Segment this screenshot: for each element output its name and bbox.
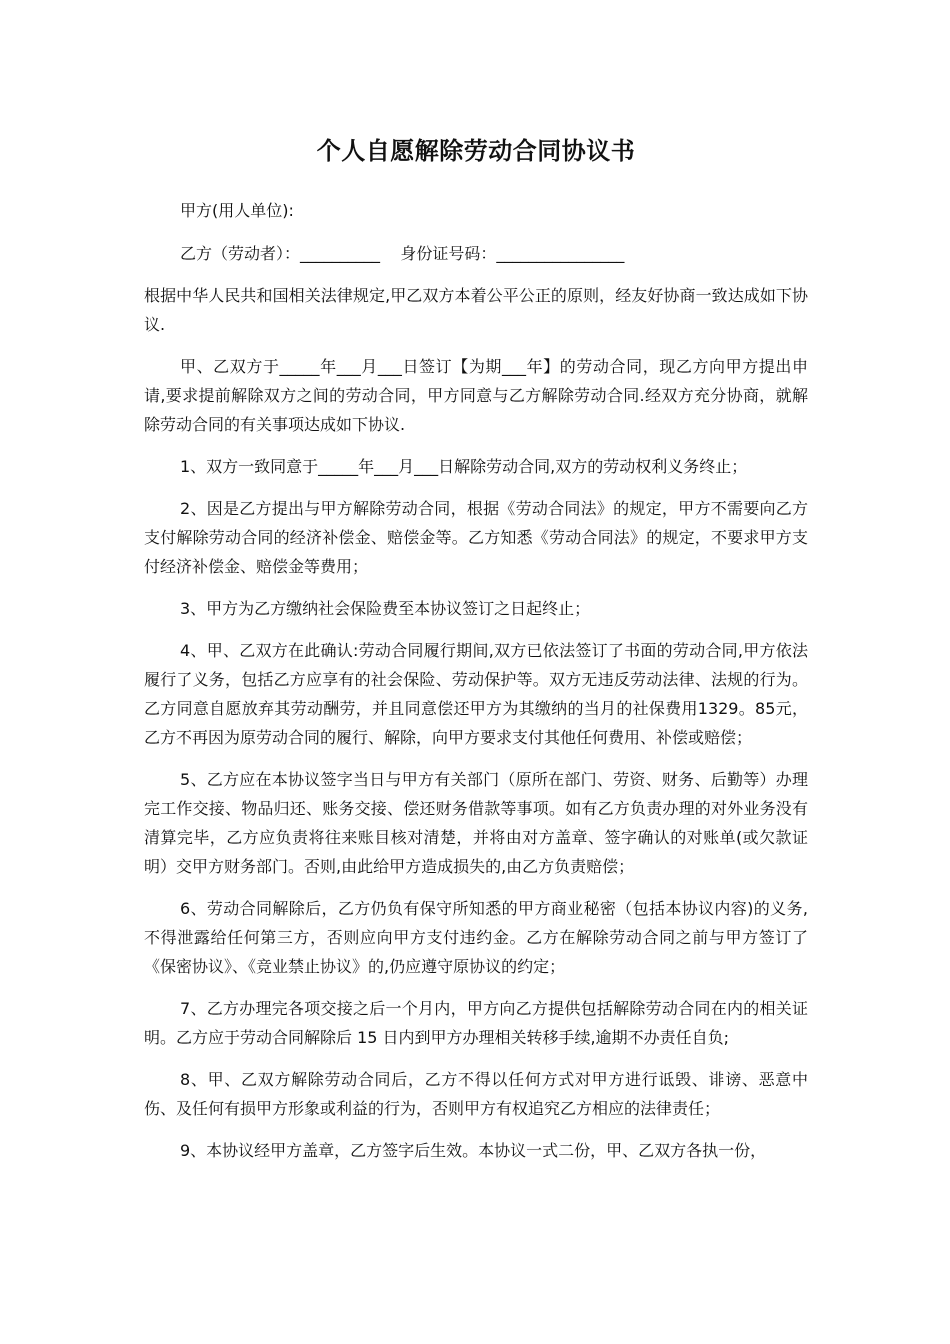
document-title: 个人自愿解除劳动合同协议书: [316, 137, 636, 165]
clause-9: 9、本协议经甲方盖章，乙方签字后生效。本协议一式二份，甲、乙双方各执一份，: [180, 1141, 767, 1160]
clause-2: 2、因是乙方提出与甲方解除劳动合同，根据《劳动合同法》的规定，甲方不需要向乙方支付解除劳动合同的经济补偿金、赔偿金等。乙方知悉《劳动合同法》的规定，不要求甲方支付经济补偿金、赔偿金等费用；: [144, 499, 808, 576]
clause-4: 4、甲、乙双方在此确认:劳动合同履行期间,双方已依法签订了书面的劳动合同,甲方依法履行了义务，包括乙方应享有的社会保险、劳动保护等。双方无违反劳动法律、法规的行为。乙方同意自愿放弃其劳动酬劳，并且同意偿还甲方为其缴纳的当月的社保费用1329。85元，乙方不再因为原劳动合同的履行、解除，向甲方要求支付其他任何费用、补偿或赔偿；: [144, 641, 808, 747]
clause-1: 1、双方一致同意于_____年___月___日解除劳动合同,双方的劳动权利义务终止；: [180, 457, 748, 476]
clause-7: 7、乙方办理完各项交接之后一个月内，甲方向乙方提供包括解除劳动合同在内的相关证明。乙方应于劳动合同解除后 15 日内到甲方办理相关转移手续,逾期不办责任自负;: [144, 999, 808, 1047]
party-a-line: 甲方(用人单位):: [180, 201, 294, 220]
clause-8: 8、甲、乙双方解除劳动合同后，乙方不得以任何方式对甲方进行诋毁、诽谤、恶意中伤、及任何有损甲方形象或利益的行为，否则甲方有权追究乙方相应的法律责任；: [144, 1070, 808, 1118]
clause-5: 5、乙方应在本协议签字当日与甲方有关部门（原所在部门、劳资、财务、后勤等）办理完工作交接、物品归还、账务交接、偿还财务借款等事项。如有乙方负责办理的对外业务没有清算完毕，乙方应负责将往来账目核对清楚，并将由对方盖章、签字确认的对账单(或欠款证明）交甲方财务部门。否则,由此给甲方造成损失的,由乙方负责赔偿；: [144, 770, 808, 876]
document-body: [144, 132, 808, 1165]
preamble-paragraph: 根据中华人民共和国相关法律规定,甲乙双方本着公平公正的原则，经友好协商一致达成如下协议.: [144, 286, 808, 334]
clause-3: 3、甲方为乙方缴纳社会保险费至本协议签订之日起终止；: [180, 599, 591, 618]
agreement-intro-paragraph: 甲、乙双方于_____年___月___日签订【为期___年】的劳动合同，现乙方向甲方提出申请,要求提前解除双方之间的劳动合同，甲方同意与乙方解除劳动合同.经双方充分协商，就解除劳动合同的有关事项达成如下协议.: [144, 357, 808, 434]
party-b-line: 乙方（劳动者）：__________ 身份证号码：________________: [180, 244, 625, 263]
clause-6: 6、劳动合同解除后，乙方仍负有保守所知悉的甲方商业秘密（包括本协议内容)的义务,不得泄露给任何第三方，否则应向甲方支付违约金。乙方在解除劳动合同之前与甲方签订了《保密协议》、《竞业禁止协议》的,仍应遵守原协议的约定；: [144, 899, 808, 976]
